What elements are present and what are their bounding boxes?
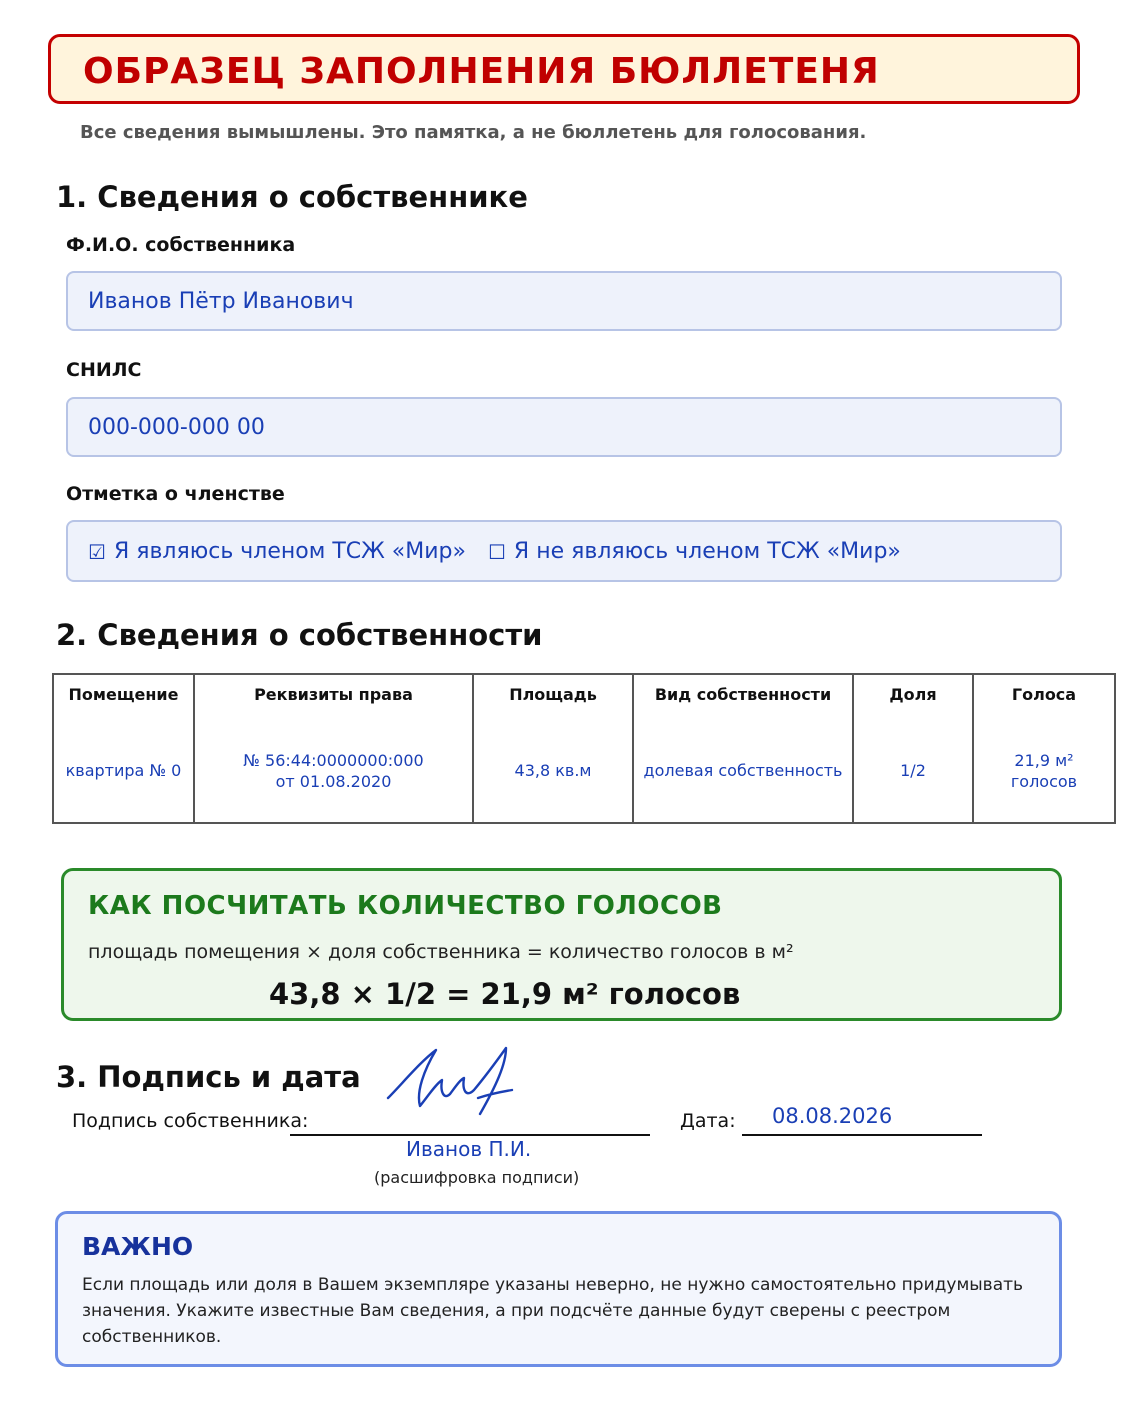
date-line[interactable]: [742, 1134, 982, 1136]
signature-label: Подпись собственника:: [72, 1110, 309, 1132]
section-owner-title: 1. Сведения о собственнике: [56, 180, 528, 214]
membership-option-non-member[interactable]: [488, 539, 901, 564]
cell-area: [473, 722, 633, 823]
membership-option-member[interactable]: [88, 539, 466, 564]
fio-field[interactable]: [66, 271, 1062, 331]
checked-checkbox-icon[interactable]: ☑: [88, 539, 106, 564]
cell-votes: [973, 722, 1115, 823]
section-signature-title: 3. Подпись и дата: [56, 1060, 361, 1094]
signature-line[interactable]: [290, 1134, 650, 1136]
vote-calculation-box: [61, 868, 1062, 1021]
cell-right-details: [194, 722, 473, 823]
property-table: [52, 673, 1116, 824]
unchecked-checkbox-icon[interactable]: ☐: [487, 539, 506, 564]
important-title: ВАЖНО: [82, 1232, 194, 1261]
signature-caption: (расшифровка подписи): [374, 1168, 580, 1187]
snils-label: СНИЛС: [66, 359, 142, 381]
cell-ownership-type: [633, 722, 853, 823]
calc-result: 43,8 × 1/2 = 21,9 м² голосов: [269, 977, 741, 1011]
membership-label: Отметка о членстве: [66, 483, 285, 505]
membership-option-label: Я не являюсь членом ТСЖ «Мир»: [513, 539, 901, 564]
calc-formula: площадь помещения × доля собственника = количество голосов в м²: [88, 941, 794, 963]
handwritten-signature: [380, 1040, 540, 1120]
fio-value: Иванов Пётр Иванович: [88, 289, 354, 314]
table-header-row: [53, 674, 1115, 722]
signature-name: Иванов П.И.: [406, 1137, 532, 1161]
snils-field[interactable]: [66, 397, 1062, 457]
date-value: 08.08.2026: [772, 1104, 893, 1128]
premises-value: квартира № 0: [65, 761, 182, 780]
fio-label: Ф.И.О. собственника: [66, 234, 296, 256]
page-subtitle: Все сведения вымышлены. Это памятка, а не бюллетень для голосования.: [80, 122, 867, 143]
votes-value: 21,9 м²: [1014, 751, 1074, 770]
calc-title: КАК ПОСЧИТАТЬ КОЛИЧЕСТВО ГОЛОСОВ: [88, 891, 723, 921]
share-value: 1/2: [900, 761, 926, 780]
membership-options: [88, 539, 901, 564]
section-property-title: 2. Сведения о собственности: [56, 618, 543, 652]
column-header: Площадь: [473, 674, 633, 722]
column-header: Доля: [853, 674, 973, 722]
area-value: 43,8 кв.м: [514, 761, 592, 780]
membership-option-label: Я являюсь членом ТСЖ «Мир»: [113, 539, 466, 564]
important-notice-box: [55, 1211, 1062, 1367]
important-text: Если площадь или доля в Вашем экземпляре указаны неверно, не нужно самостоятельно придумывать значения. Укажите известные Вам сведения, а при подсчёте данные будут сверены с реестром собственников.: [82, 1275, 1024, 1347]
membership-field: [66, 520, 1062, 582]
column-header: Голоса: [973, 674, 1115, 722]
column-header: Вид собственности: [633, 674, 853, 722]
cell-premises: [53, 722, 194, 823]
page-title: ОБРАЗЕЦ ЗАПОЛНЕНИЯ БЮЛЛЕТЕНЯ: [83, 51, 880, 92]
right-date: от 01.08.2020: [275, 772, 392, 791]
snils-value: 000-000-000 00: [88, 415, 265, 440]
date-label: Дата:: [680, 1110, 736, 1132]
column-header: Помещение: [53, 674, 194, 722]
ownership-type-value: долевая собственность: [643, 761, 843, 780]
votes-unit: голосов: [1010, 772, 1078, 791]
sample-title-banner: [48, 34, 1080, 104]
table-row: [53, 722, 1115, 823]
column-header: Реквизиты права: [194, 674, 473, 722]
right-number: № 56:44:0000000:000: [243, 751, 424, 770]
cell-share: [853, 722, 973, 823]
